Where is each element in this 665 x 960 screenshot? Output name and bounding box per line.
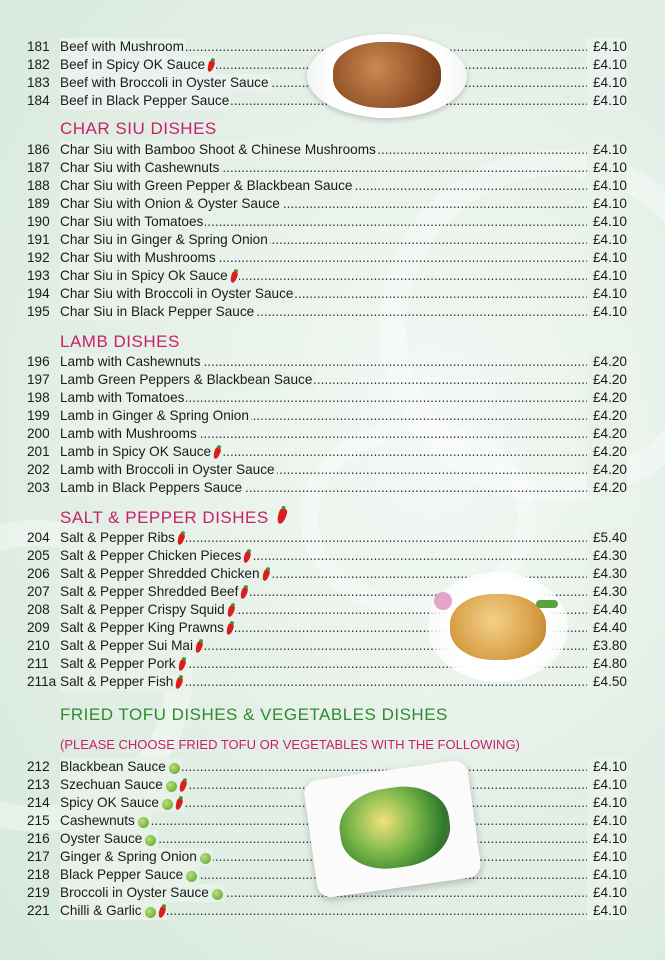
vegetarian-icon bbox=[212, 889, 223, 900]
menu-item bbox=[0, 655, 665, 673]
item-name: Oyster Sauce bbox=[60, 830, 158, 848]
item-number: 189 bbox=[27, 196, 50, 211]
chilli-icon bbox=[174, 797, 183, 810]
item-number: 192 bbox=[27, 250, 50, 265]
chilli-icon bbox=[176, 532, 185, 545]
item-price: £4.10 bbox=[587, 267, 627, 285]
menu-item bbox=[0, 303, 665, 321]
item-price: £4.10 bbox=[587, 92, 627, 110]
chilli-icon bbox=[177, 658, 186, 671]
menu-item bbox=[0, 461, 665, 479]
item-number: 219 bbox=[27, 885, 50, 900]
item-price: £4.10 bbox=[587, 794, 627, 812]
chilli-icon bbox=[175, 676, 184, 689]
chilli-icon bbox=[157, 905, 166, 918]
item-name: Ginger & Spring Onion bbox=[60, 848, 213, 866]
item-name: Spicy OK Sauce bbox=[60, 794, 184, 812]
menu-item bbox=[0, 902, 665, 920]
menu-item bbox=[0, 547, 665, 565]
chilli-icon bbox=[178, 779, 187, 792]
item-name: Char Siu in Spicy Ok Sauce bbox=[60, 267, 239, 285]
menu-item bbox=[0, 443, 665, 461]
char-siu-section bbox=[0, 141, 665, 321]
item-name: Salt & Pepper Ribs bbox=[60, 529, 186, 547]
lamb-section bbox=[0, 353, 665, 497]
section-heading: LAMB DISHES bbox=[60, 332, 180, 351]
menu-item bbox=[0, 195, 665, 213]
item-price: £4.20 bbox=[587, 479, 627, 497]
item-price: £4.10 bbox=[587, 303, 627, 321]
salt-pepper-dish-photo bbox=[428, 572, 568, 682]
garnish-image bbox=[434, 592, 452, 610]
salt-pepper-section bbox=[0, 529, 665, 691]
item-name: Lamb with Cashewnuts bbox=[60, 354, 201, 369]
item-price: £4.10 bbox=[587, 74, 627, 92]
item-price: £4.10 bbox=[587, 141, 627, 159]
item-name: Salt & Pepper King Prawns bbox=[60, 619, 235, 637]
item-price: £4.10 bbox=[587, 159, 627, 177]
menu-item bbox=[0, 141, 665, 159]
menu-item bbox=[0, 371, 665, 389]
section-heading: CHAR SIU DISHES bbox=[60, 119, 217, 138]
vegetable-dish-photo bbox=[303, 759, 483, 899]
menu-item bbox=[0, 583, 665, 601]
item-name: Char Siu in Black Pepper Sauce bbox=[60, 304, 255, 319]
item-number: 187 bbox=[27, 160, 50, 175]
chilli-icon bbox=[243, 550, 252, 563]
item-number: 201 bbox=[27, 444, 50, 459]
item-number: 204 bbox=[27, 530, 50, 545]
chilli-icon bbox=[276, 507, 289, 525]
chilli-icon bbox=[240, 586, 249, 599]
item-name: Cashewnuts bbox=[60, 812, 151, 830]
item-name: Char Siu with Green Pepper & Blackbean Sauce bbox=[60, 178, 353, 193]
vegetarian-icon bbox=[169, 763, 180, 774]
item-number: 191 bbox=[27, 232, 50, 247]
item-price: £4.10 bbox=[587, 848, 627, 866]
item-price: £4.10 bbox=[587, 195, 627, 213]
chilli-icon bbox=[194, 640, 203, 653]
item-name: Salt & Pepper Fish bbox=[60, 673, 184, 691]
item-number: 213 bbox=[27, 777, 50, 792]
item-name: Beef in Spicy OK Sauce bbox=[60, 56, 216, 74]
menu-item bbox=[0, 353, 665, 371]
item-number: 195 bbox=[27, 304, 50, 319]
menu-item bbox=[0, 213, 665, 231]
item-price: £4.10 bbox=[587, 56, 627, 74]
item-number: 218 bbox=[27, 867, 50, 882]
item-number: 206 bbox=[27, 566, 50, 581]
vegetarian-icon bbox=[186, 871, 197, 882]
item-price: £4.20 bbox=[587, 461, 627, 479]
item-number: 216 bbox=[27, 831, 50, 846]
menu-item bbox=[0, 479, 665, 497]
item-number: 183 bbox=[27, 75, 50, 90]
item-name: Black Pepper Sauce bbox=[60, 866, 199, 884]
item-price: £4.20 bbox=[587, 443, 627, 461]
item-number: 194 bbox=[27, 286, 50, 301]
item-number: 210 bbox=[27, 638, 50, 653]
garnish-image bbox=[536, 600, 558, 608]
menu-item bbox=[0, 177, 665, 195]
item-price: £4.30 bbox=[587, 583, 627, 601]
item-name: Lamb in Spicy OK Sauce bbox=[60, 443, 222, 461]
item-number: 199 bbox=[27, 408, 50, 423]
item-price: £4.20 bbox=[587, 425, 627, 443]
item-number: 221 bbox=[27, 903, 50, 918]
chilli-icon bbox=[212, 446, 221, 459]
item-number: 215 bbox=[27, 813, 50, 828]
menu-item bbox=[0, 407, 665, 425]
chilli-icon bbox=[225, 622, 234, 635]
item-name: Blackbean Sauce bbox=[60, 758, 182, 776]
section-note: (PLEASE CHOOSE FRIED TOFU OR VEGETABLES WITH THE FOLLOWING) bbox=[60, 737, 520, 752]
item-number: 205 bbox=[27, 548, 50, 563]
item-name: Lamb in Ginger & Spring Onion bbox=[60, 408, 249, 423]
vegetarian-icon bbox=[166, 781, 177, 792]
item-number: 186 bbox=[27, 142, 50, 157]
item-name: Lamb Green Peppers & Blackbean Sauce bbox=[60, 372, 313, 387]
vegetarian-icon bbox=[145, 907, 156, 918]
item-name: Salt & Pepper Shredded Chicken bbox=[60, 565, 271, 583]
menu-item bbox=[0, 565, 665, 583]
item-number: 209 bbox=[27, 620, 50, 635]
item-name: Char Siu with Mushrooms bbox=[60, 250, 216, 265]
item-number: 214 bbox=[27, 795, 50, 810]
item-name: Chilli & Garlic bbox=[60, 902, 167, 920]
item-number: 182 bbox=[27, 57, 50, 72]
item-price: £4.20 bbox=[587, 371, 627, 389]
item-price: £4.20 bbox=[587, 407, 627, 425]
item-number: 181 bbox=[27, 39, 50, 54]
item-price: £4.40 bbox=[587, 619, 627, 637]
item-price: £4.30 bbox=[587, 547, 627, 565]
menu-item bbox=[0, 249, 665, 267]
item-number: 203 bbox=[27, 480, 50, 495]
food-image bbox=[335, 780, 455, 875]
menu-item bbox=[0, 231, 665, 249]
section-heading-text: SALT & PEPPER DISHES bbox=[60, 508, 269, 527]
item-number: 212 bbox=[27, 759, 50, 774]
menu-item bbox=[0, 529, 665, 547]
item-number: 211 bbox=[27, 656, 49, 671]
item-number: 193 bbox=[27, 268, 50, 283]
item-number: 217 bbox=[27, 849, 50, 864]
vegetarian-icon bbox=[200, 853, 211, 864]
item-name: Char Siu in Ginger & Spring Onion bbox=[60, 232, 268, 247]
chilli-icon bbox=[226, 604, 235, 617]
item-name: Broccoli in Oyster Sauce bbox=[60, 884, 225, 902]
item-price: £4.10 bbox=[587, 38, 627, 56]
section-heading: FRIED TOFU DISHES & VEGETABLES DISHES bbox=[60, 705, 448, 724]
item-number: 208 bbox=[27, 602, 50, 617]
item-name: Salt & Pepper Pork bbox=[60, 655, 187, 673]
item-price: £4.30 bbox=[587, 565, 627, 583]
item-name: Lamb in Black Peppers Sauce bbox=[60, 480, 243, 495]
item-name: Char Siu with Tomatoes bbox=[60, 214, 204, 229]
chilli-icon bbox=[261, 568, 270, 581]
item-price: £4.40 bbox=[587, 601, 627, 619]
item-price: £3.80 bbox=[587, 637, 627, 655]
item-number: 198 bbox=[27, 390, 50, 405]
item-number: 197 bbox=[27, 372, 50, 387]
section-heading bbox=[60, 507, 286, 528]
menu-item bbox=[0, 673, 665, 691]
item-name: Char Siu with Cashewnuts bbox=[60, 160, 220, 175]
item-price: £4.10 bbox=[587, 231, 627, 249]
menu-item bbox=[0, 267, 665, 285]
chilli-icon bbox=[206, 59, 215, 72]
item-number: 196 bbox=[27, 354, 50, 369]
item-price: £4.50 bbox=[587, 673, 627, 691]
item-name: Salt & Pepper Crispy Squid bbox=[60, 601, 236, 619]
item-price: £4.10 bbox=[587, 866, 627, 884]
item-name: Beef with Mushroom bbox=[60, 39, 184, 54]
item-number: 207 bbox=[27, 584, 50, 599]
item-name: Char Siu with Bamboo Shoot & Chinese Mushrooms bbox=[60, 142, 376, 157]
item-name: Lamb with Tomatoes bbox=[60, 390, 185, 405]
item-name: Beef with Broccoli in Oyster Sauce bbox=[60, 75, 269, 90]
vegetarian-icon bbox=[145, 835, 156, 846]
item-number: 188 bbox=[27, 178, 50, 193]
item-number: 190 bbox=[27, 214, 50, 229]
item-name: Lamb with Mushrooms bbox=[60, 426, 197, 441]
item-price: £4.10 bbox=[587, 812, 627, 830]
item-number: 211a bbox=[27, 674, 57, 689]
item-number: 184 bbox=[27, 93, 50, 108]
item-price: £4.10 bbox=[587, 902, 627, 920]
chilli-icon bbox=[229, 270, 238, 283]
item-price: £4.10 bbox=[587, 285, 627, 303]
item-number: 200 bbox=[27, 426, 50, 441]
item-price: £4.10 bbox=[587, 830, 627, 848]
item-price: £4.10 bbox=[587, 776, 627, 794]
menu-item bbox=[0, 389, 665, 407]
item-price: £4.20 bbox=[587, 389, 627, 407]
menu-item bbox=[0, 758, 665, 776]
item-number: 202 bbox=[27, 462, 50, 477]
vegetarian-icon bbox=[162, 799, 173, 810]
item-name: Salt & Pepper Shredded Beef bbox=[60, 583, 249, 601]
vegetarian-icon bbox=[138, 817, 149, 828]
beef-dish-photo bbox=[307, 34, 467, 118]
menu-item bbox=[0, 425, 665, 443]
item-price: £4.10 bbox=[587, 884, 627, 902]
item-price: £4.10 bbox=[587, 249, 627, 267]
item-name: Salt & Pepper Sui Mai bbox=[60, 637, 204, 655]
item-price: £4.20 bbox=[587, 353, 627, 371]
menu-item bbox=[0, 159, 665, 177]
item-price: £4.10 bbox=[587, 213, 627, 231]
item-name: Szechuan Sauce bbox=[60, 776, 188, 794]
item-price: £4.10 bbox=[587, 758, 627, 776]
item-name: Lamb with Broccoli in Oyster Sauce bbox=[60, 462, 275, 477]
food-image bbox=[450, 594, 546, 660]
item-name: Beef in Black Pepper Sauce bbox=[60, 93, 230, 108]
item-name: Char Siu with Onion & Oyster Sauce bbox=[60, 196, 280, 211]
item-price: £4.80 bbox=[587, 655, 627, 673]
item-name: Salt & Pepper Chicken Pieces bbox=[60, 547, 252, 565]
menu-item bbox=[0, 285, 665, 303]
item-price: £5.40 bbox=[587, 529, 627, 547]
item-name: Char Siu with Broccoli in Oyster Sauce bbox=[60, 286, 294, 301]
item-price: £4.10 bbox=[587, 177, 627, 195]
food-image bbox=[333, 42, 441, 108]
